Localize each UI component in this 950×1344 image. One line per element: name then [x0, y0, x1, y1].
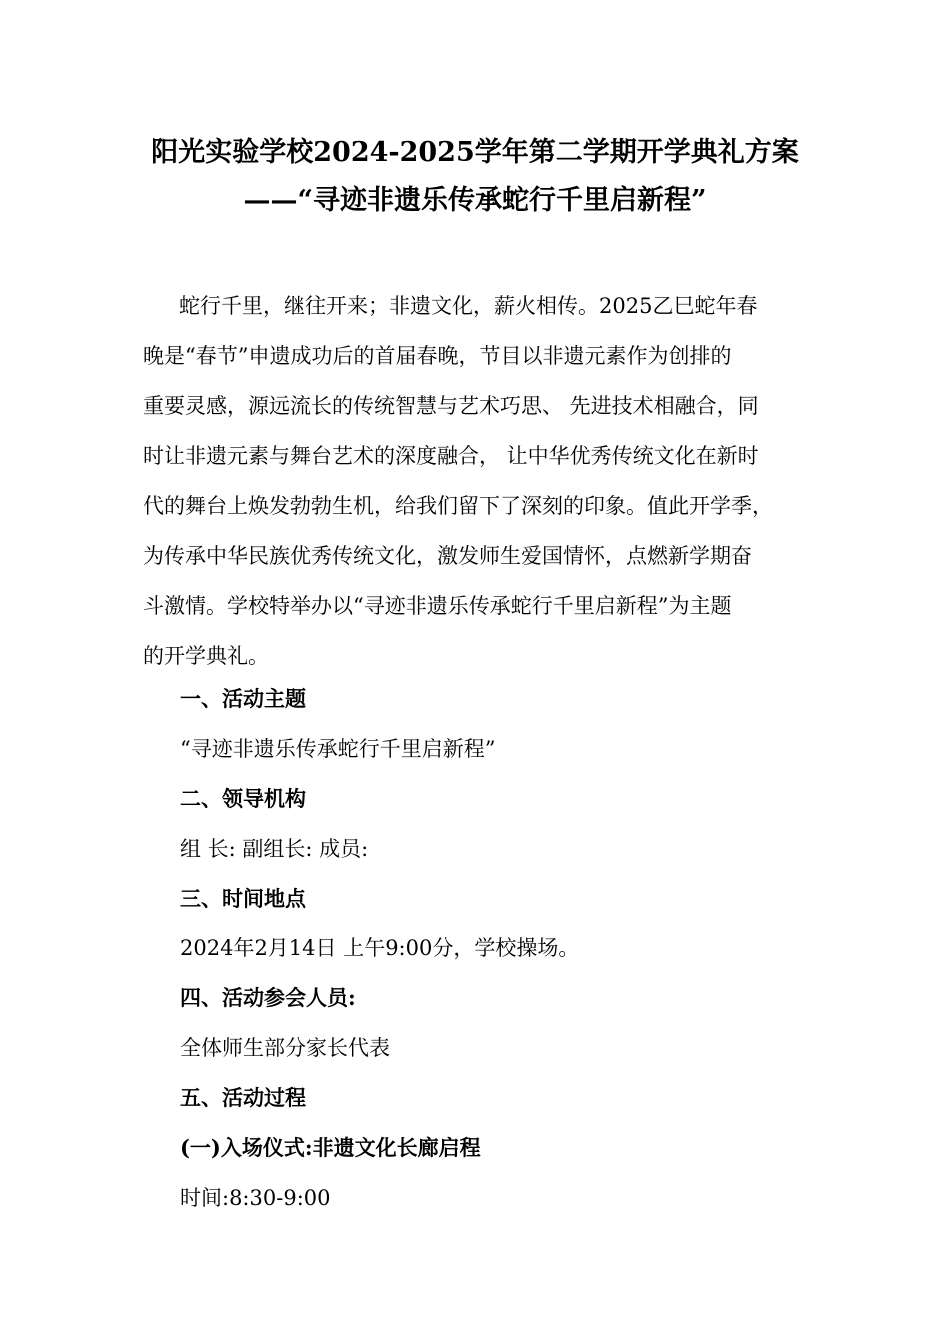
intro-line: 晚是“春节”申遗成功后的首届春晚，节目以非遗元素作为创排的 [143, 344, 732, 368]
intro-line: 重要灵感，源远流长的传统智慧与艺术巧思、 先进技术相融合，同 [143, 394, 759, 418]
intro-line: 的开学典礼。 [143, 644, 269, 668]
document-title-line1: 阳光实验学校2024-2025学年第二学期开学典礼方案 [151, 137, 799, 168]
intro-line: 斗激情。学校特举办以“寻迹非遗乐传承蛇行千里启新程”为主题 [143, 594, 732, 618]
intro-paragraph [143, 281, 823, 681]
section-heading-leadership: 二、领导机构 [180, 786, 306, 811]
subsection-time-entrance: 时间:8:30-9:00 [180, 1186, 331, 1210]
section-body-theme: “寻迹非遗乐传承蛇行千里启新程” [180, 737, 496, 761]
intro-line: 时让非遗元素与舞台艺术的深度融合， 让中华优秀传统文化在新时 [143, 444, 759, 468]
section-heading-time-place: 三、时间地点 [180, 886, 306, 911]
section-body-time-place: 2024年2月14日 上午9:00分，学校操场。 [180, 936, 580, 960]
section-heading-theme: 一、活动主题 [180, 686, 306, 711]
section-body-attendees: 全体师生部分家长代表 [180, 1036, 390, 1060]
intro-line: 为传承中华民族优秀传统文化，激发师生爱国情怀，点燃新学期奋 [143, 544, 752, 568]
section-heading-attendees: 四、活动参会人员: [180, 985, 356, 1010]
section-heading-process: 五、活动过程 [180, 1085, 306, 1110]
section-body-leadership: 组 长: 副组长: 成员: [180, 837, 369, 861]
intro-line: 代的舞台上焕发勃勃生机，给我们留下了深刻的印象。值此开学季， [143, 494, 773, 518]
intro-line: 蛇行千里，继往开来；非遗文化，薪火相传。2025乙巳蛇年春 [179, 294, 758, 318]
subsection-heading-entrance: (一)入场仪式:非遗文化长廊启程 [180, 1135, 481, 1160]
document-title-line2: ——“寻迹非遗乐传承蛇行千里启新程” [243, 185, 707, 216]
